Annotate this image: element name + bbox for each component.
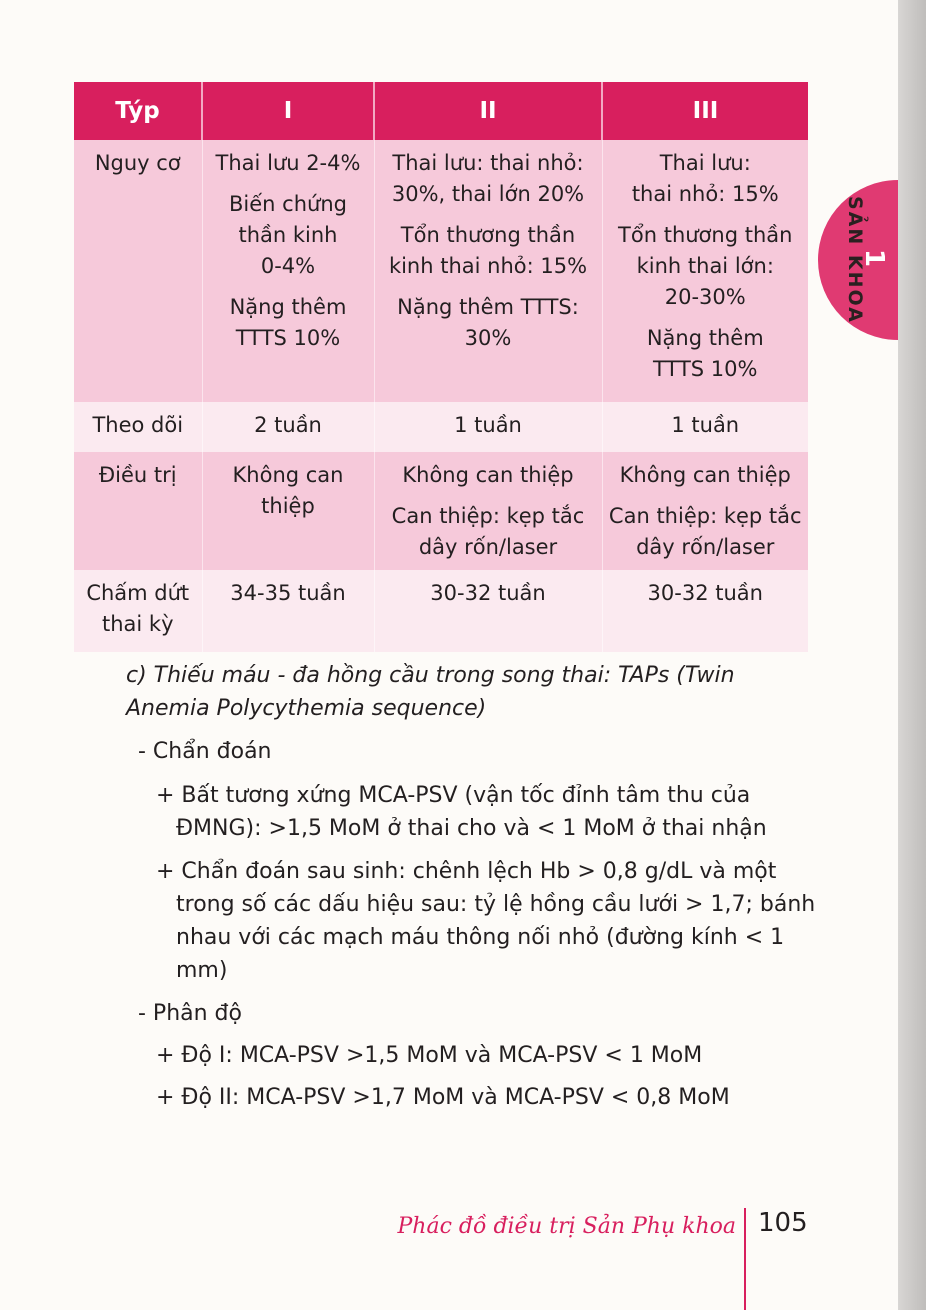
table-cell <box>374 452 602 570</box>
cell-text: thiệp <box>261 494 315 518</box>
table-row <box>74 402 808 452</box>
diagnosis-heading: - Chẩn đoán <box>138 739 272 764</box>
diagnosis-item: + Bất tương xứng MCA-PSV (vận tốc đỉnh tâm thu của <box>156 783 751 808</box>
risk-table <box>74 82 808 652</box>
cell-text: Nặng thêm <box>646 326 764 350</box>
cell-text: TTTS 10% <box>653 357 758 381</box>
page-edge <box>898 0 926 1310</box>
table-cell <box>202 570 374 652</box>
cell-text: Can thiệp: kẹp tắc <box>391 504 585 528</box>
table-cell <box>602 402 808 452</box>
cell-text: 30-32 tuần <box>430 581 546 605</box>
header-type: Týp <box>74 82 202 140</box>
cell-text: kinh thai nhỏ: 15% <box>388 254 588 278</box>
table-cell <box>202 452 374 570</box>
chapter-number: 1 <box>859 248 889 268</box>
table-cell <box>202 402 374 452</box>
section-title-cont: Anemia Polycythemia sequence) <box>126 696 487 721</box>
cell-text: 30% <box>464 326 512 350</box>
diagnosis-item-cont: nhau với các mạch máu thông nối nhỏ (đường kính < 1 <box>176 925 785 950</box>
cell-text: 1 tuần <box>671 413 740 437</box>
footer-divider <box>744 1208 746 1310</box>
diagnosis-item-cont: trong số các dấu hiệu sau: tỷ lệ hồng cầu lưới > 1,7; bánh <box>176 892 816 917</box>
table-row <box>74 570 808 652</box>
cell-text: Nặng thêm TTTS: <box>397 295 579 319</box>
cell-text: 30%, thai lớn 20% <box>391 182 585 206</box>
cell-text: Không can thiệp <box>619 463 791 487</box>
chapter-label: SẢN KHOA <box>844 196 866 324</box>
cell-text: Can thiệp: kẹp tắc <box>608 504 802 528</box>
table-cell <box>374 402 602 452</box>
cell-text: 0-4% <box>260 254 316 278</box>
cell-text: Không can <box>232 463 344 487</box>
row-label: Nguy cơ <box>74 140 202 402</box>
header-type-1: I <box>202 82 374 140</box>
table-cell <box>202 140 374 402</box>
cell-text: 1 tuần <box>454 413 522 437</box>
cell-text: Không can thiệp <box>402 463 574 487</box>
book-title: Phác đồ điều trị Sản Phụ khoa <box>397 1214 736 1239</box>
section-title: c) Thiếu máu - đa hồng cầu trong song thai: TAPs (Twin <box>126 663 735 688</box>
diagnosis-item: + Chẩn đoán sau sinh: chênh lệch Hb > 0,8 g/dL và một <box>156 859 777 884</box>
row-label: Điều trị <box>74 452 202 570</box>
table-cell <box>602 452 808 570</box>
cell-text: 34-35 tuần <box>230 581 346 605</box>
cell-text: Tổn thương thần <box>618 223 793 247</box>
table-cell <box>602 570 808 652</box>
diagnosis-item-cont: mm) <box>176 958 228 983</box>
table-header-row <box>74 82 808 140</box>
header-type-3: III <box>602 82 808 140</box>
cell-text: thần kinh <box>238 223 338 247</box>
cell-text: Thai lưu 2-4% <box>215 151 361 175</box>
table-cell <box>602 140 808 402</box>
cell-text: dây rốn/laser <box>636 535 775 559</box>
cell-text: dây rốn/laser <box>418 535 558 559</box>
cell-text: Biến chứng <box>229 192 347 216</box>
row-label: Theo dõi <box>74 402 202 452</box>
cell-text: Thai lưu: <box>659 151 751 175</box>
row-label: Chấm dứt thai kỳ <box>74 570 202 652</box>
cell-text: 20-30% <box>664 285 746 309</box>
cell-text: 2 tuần <box>254 413 322 437</box>
table-cell <box>374 570 602 652</box>
table-cell <box>374 140 602 402</box>
page-number: 105 <box>758 1208 808 1238</box>
table-row <box>74 452 808 570</box>
cell-text: TTTS 10% <box>235 326 341 350</box>
grading-heading: - Phân độ <box>138 1001 242 1026</box>
cell-text: Nặng thêm <box>229 295 347 319</box>
header-type-2: II <box>374 82 602 140</box>
cell-text: thai nhỏ: 15% <box>631 182 779 206</box>
cell-text: kinh thai lớn: <box>636 254 774 278</box>
cell-text: Thai lưu: thai nhỏ: <box>392 151 584 175</box>
diagnosis-item-cont: ĐMNG): >1,5 MoM ở thai cho và < 1 MoM ở thai nhận <box>176 816 767 841</box>
cell-text: Tổn thương thần <box>400 223 576 247</box>
cell-text: 30-32 tuần <box>647 581 763 605</box>
table-row <box>74 140 808 402</box>
grade-item: + Độ I: MCA-PSV >1,5 MoM và MCA-PSV < 1 MoM <box>156 1043 703 1068</box>
grade-item: + Độ II: MCA-PSV >1,7 MoM và MCA-PSV < 0,8 MoM <box>156 1085 730 1110</box>
